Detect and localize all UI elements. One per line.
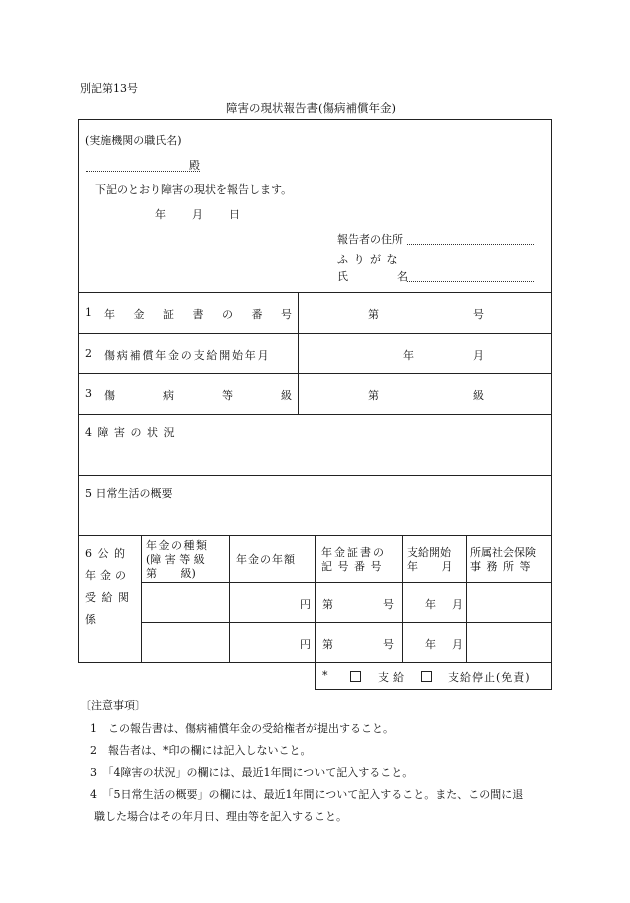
- frame-left: [78, 119, 79, 663]
- s6-vline-5: [466, 535, 467, 662]
- s6-r2-go: 号: [383, 638, 394, 651]
- row1-label-char: 証: [163, 308, 174, 321]
- name-label-2: 名: [397, 270, 408, 283]
- row3-value-kyu: 級: [473, 389, 484, 402]
- name-field[interactable]: [407, 281, 534, 282]
- col1-header-line1: 年金の種類: [146, 539, 209, 552]
- row3-label-char: 病: [163, 389, 174, 402]
- row2-number: 2: [85, 347, 92, 360]
- s6-vline-1: [141, 535, 142, 662]
- row3-number: 3: [85, 387, 92, 400]
- row3-label-char: 等: [222, 389, 233, 402]
- status-checkbox-paid[interactable]: [350, 671, 361, 682]
- row1-label-char: 書: [192, 308, 204, 321]
- row2-value-year: 年: [403, 349, 414, 362]
- row1-value-go: 号: [473, 308, 484, 321]
- status-box-bottom: [315, 689, 552, 690]
- s6-r2-dai: 第: [322, 638, 333, 651]
- note-item-2: 2 報告者は、*印の欄には記入しないこと。: [90, 744, 312, 757]
- address-label: 報告者の住所: [337, 233, 403, 246]
- date-month: 月: [192, 208, 203, 221]
- col4-header-line1: 支給開始: [407, 546, 451, 559]
- notes-heading: 〔注意事項〕: [80, 699, 146, 712]
- divider-2: [78, 333, 552, 334]
- row2-label: 傷病補償年金の支給開始年月: [104, 349, 271, 362]
- vline-rows-1-3: [298, 292, 299, 414]
- row3-label-char: 傷: [104, 389, 115, 402]
- s6-r1-year: 年: [425, 598, 436, 611]
- divider-3: [78, 373, 552, 374]
- s6-label-line4: 係: [85, 613, 96, 626]
- s6-r2-month: 月: [452, 638, 463, 651]
- col3-header-line2: 記 号 番 号: [321, 560, 383, 573]
- col3-header-line1: 年金証書の: [321, 546, 386, 559]
- row1-label: [104, 306, 292, 322]
- row3-value-dai: 第: [368, 389, 379, 402]
- s6-hline-2: [141, 622, 552, 623]
- s6-vline-4: [402, 535, 403, 662]
- frame-top: [78, 119, 552, 120]
- row1-number: 1: [85, 306, 92, 319]
- status-asterisk: *: [322, 669, 328, 682]
- furigana-label: ふ り が な: [337, 253, 399, 266]
- s6-hline-1: [141, 582, 552, 583]
- col4-header-line2: 年 月: [407, 560, 453, 573]
- note-item-4: 4 「5日常生活の概要」の欄には、最近1年間について記入すること。また、この間に退: [90, 788, 524, 801]
- honorific: 殿: [189, 159, 200, 172]
- intro-text: 下記のとおり障害の現状を報告します。: [95, 183, 293, 196]
- status-checkbox-suspended[interactable]: [421, 671, 432, 682]
- s6-label-line3: 受 給 関: [85, 591, 130, 604]
- s6-r1-go: 号: [383, 598, 394, 611]
- divider-1: [78, 292, 552, 293]
- row2-value-month: 月: [473, 349, 484, 362]
- s6-label-line2: 年金の: [85, 569, 130, 582]
- s6-r2-yen: 円: [300, 638, 311, 651]
- col1-header-line3: 第 級): [146, 567, 196, 580]
- date-day: 日: [229, 208, 240, 221]
- name-label-1: 氏: [337, 270, 348, 283]
- row5-label: 5 日常生活の概要: [85, 487, 173, 500]
- divider-4: [78, 414, 552, 415]
- note-item-3: 3 「4障害の状況」の欄には、最近1年間について記入すること。: [90, 766, 414, 779]
- recipient-label: (実施機関の職氏名): [85, 134, 182, 147]
- row1-label-char: 金: [133, 308, 145, 321]
- row1-label-char: の: [222, 308, 233, 321]
- note-item-4-continuation: 職した場合はその年月日、理由等を記入すること。: [94, 810, 347, 823]
- s6-vline-2: [229, 535, 230, 662]
- recipient-field[interactable]: [86, 171, 200, 172]
- form-id: 別記第13号: [80, 82, 138, 95]
- frame-right: [551, 119, 552, 690]
- col5-header-line2: 事 務 所 等: [470, 560, 532, 573]
- row4-label: 4 障 害 の 状 況: [85, 426, 176, 439]
- col1-header-line2: (障 害 等 級: [146, 553, 205, 566]
- divider-5: [78, 475, 552, 476]
- address-field[interactable]: [407, 244, 534, 245]
- row1-label-char: 号: [281, 308, 292, 321]
- s6-r1-yen: 円: [300, 598, 311, 611]
- row3-label-char: 級: [281, 389, 292, 402]
- s6-vline-3: [315, 535, 316, 690]
- col2-header: 年金の年額: [236, 553, 296, 566]
- date-year: 年: [155, 208, 166, 221]
- form-title: 障害の現状報告書(傷病補償年金): [226, 101, 396, 115]
- note-item-1: 1 この報告書は、傷病補償年金の受給権者が提出すること。: [90, 722, 394, 735]
- status-option-suspended: 支給停止(免責): [448, 671, 531, 684]
- s6-r1-month: 月: [452, 598, 463, 611]
- status-option-paid: 支給: [378, 671, 408, 684]
- s6-label-line1: 6 公 的: [85, 547, 126, 560]
- row1-label-char: 番: [251, 308, 263, 321]
- s6-r2-year: 年: [425, 638, 436, 651]
- row3-label: [104, 387, 292, 403]
- col5-header-line1: 所属社会保険: [470, 546, 536, 559]
- s6-r1-dai: 第: [322, 598, 333, 611]
- row1-value-dai: 第: [368, 308, 379, 321]
- row1-label-char: 年: [104, 308, 115, 321]
